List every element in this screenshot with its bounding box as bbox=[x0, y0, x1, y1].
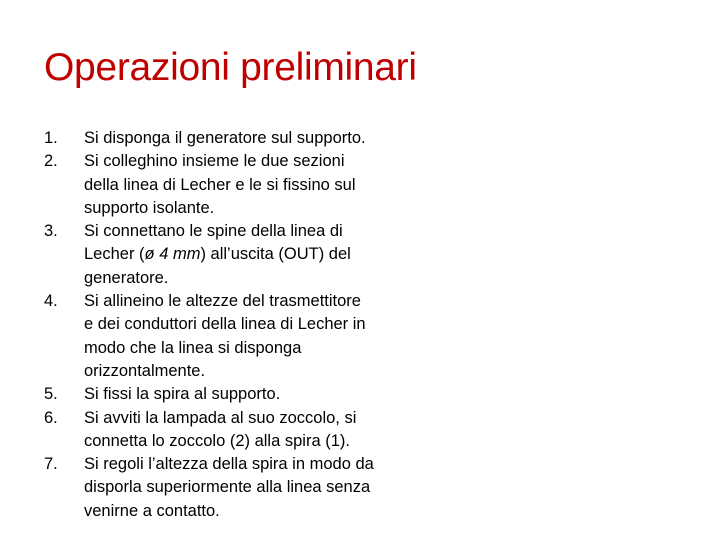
step-line: Si regoli l’altezza della spira in modo da bbox=[84, 455, 374, 474]
step-text bbox=[84, 290, 464, 383]
step-line: Si avviti la lampada al suo zoccolo, si bbox=[84, 408, 357, 427]
step-number: 3. bbox=[44, 222, 58, 241]
step-2 bbox=[44, 150, 464, 220]
step-line: disporla superiormente alla linea senza bbox=[84, 478, 371, 497]
step-line: Si fissi la spira al supporto. bbox=[84, 385, 281, 404]
step-line: e dei conduttori della linea di Lecher in bbox=[84, 315, 366, 334]
step-5 bbox=[44, 383, 464, 406]
step-7 bbox=[44, 453, 464, 523]
step-line: venirne a contatto. bbox=[84, 501, 220, 520]
step-number: 7. bbox=[44, 455, 58, 474]
step-line: Si disponga il generatore sul supporto. bbox=[84, 129, 366, 147]
step-line: Si connettano le spine della linea di bbox=[84, 222, 343, 241]
step-4 bbox=[44, 290, 464, 383]
step-text bbox=[84, 150, 464, 220]
step-1 bbox=[44, 127, 464, 150]
step-3 bbox=[44, 220, 464, 290]
step-text bbox=[84, 127, 464, 150]
step-number: 5. bbox=[44, 385, 58, 404]
step-number: 6. bbox=[44, 408, 58, 427]
step-line: Si allineino le altezze del trasmettitore bbox=[84, 292, 361, 311]
step-text bbox=[84, 383, 464, 406]
slide-title: Operazioni preliminari bbox=[44, 46, 417, 89]
steps-list bbox=[44, 127, 464, 523]
step-number: 2. bbox=[44, 152, 58, 171]
step-text bbox=[84, 453, 464, 523]
step-text bbox=[84, 220, 464, 290]
diameter-spec: ø 4 mm bbox=[144, 245, 201, 264]
step-line: connetta lo zoccolo (2) alla spira (1). bbox=[84, 431, 350, 450]
step-line: modo che la linea si disponga bbox=[84, 338, 302, 357]
step-line: Lecher ( bbox=[84, 245, 145, 264]
step-line: ) all’uscita (OUT) del bbox=[200, 245, 351, 264]
step-text bbox=[84, 407, 464, 454]
step-line: Si colleghino insieme le due sezioni bbox=[84, 152, 345, 171]
step-number: 4. bbox=[44, 292, 58, 311]
step-6 bbox=[44, 407, 464, 454]
step-line: orizzontalmente. bbox=[84, 361, 206, 380]
step-line: supporto isolante. bbox=[84, 198, 215, 217]
step-line: della linea di Lecher e le si fissino sul bbox=[84, 175, 356, 194]
step-number: 1. bbox=[44, 129, 58, 147]
step-line: generatore. bbox=[84, 268, 169, 287]
